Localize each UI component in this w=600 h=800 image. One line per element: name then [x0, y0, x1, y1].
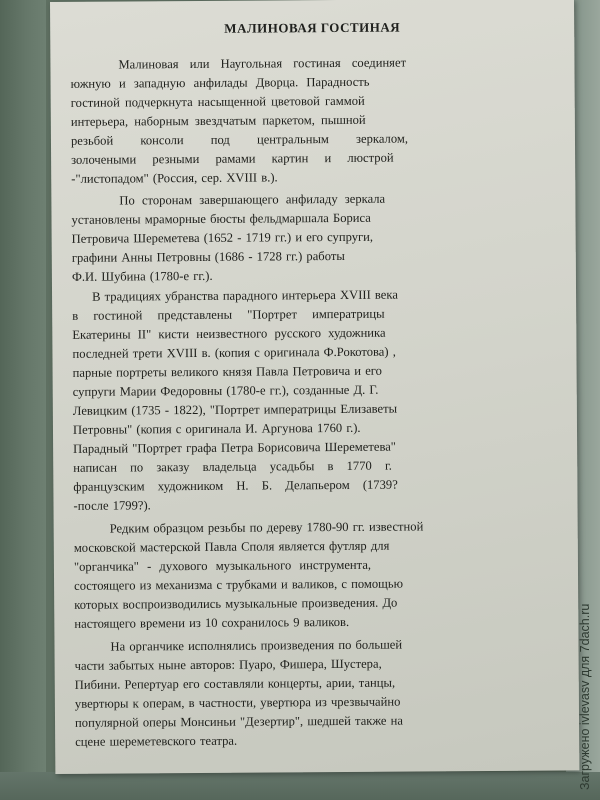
text-line: французским художником Н. Б. Делапьером (1739?: [73, 477, 398, 494]
text-line: Петровны" (копия с оригинала И. Аргунова 1760 г.).: [72, 420, 361, 437]
board-left-edge: [0, 0, 46, 800]
text-line: Парадный "Портрет графа Петра Борисовича Шереметева": [73, 439, 396, 456]
text-line: последней трети XVIII в. (копия с оригинала Ф.Рокотова) ,: [72, 344, 396, 361]
text-line: настоящего времени из 10 сохранилось 9 валиков.: [74, 614, 350, 631]
text-line: Петровича Шереметева (1652 - 1719 гг.) и его супруги,: [71, 229, 374, 246]
text-line: которых воспроизводились музыкальные произведения. До: [74, 595, 398, 612]
text-line: сцене шереметевского театра.: [75, 733, 238, 749]
text-line: написан по заказу владельца усадьбы в 1770 г.: [73, 458, 392, 475]
text-line: Пибини. Репертуар его составляли концерты, арии, танцы,: [74, 675, 396, 692]
text-line: состоящего из механизма с трубками и валиков, с помощью: [74, 576, 404, 593]
text-line: -после 1799?).: [73, 498, 151, 513]
text-line: гостиной подчеркнута насыщенной цветовой гаммой: [70, 93, 365, 110]
text-line: [71, 168, 278, 188]
text-line: московской мастерской Павла Споля является футляр для: [73, 538, 390, 555]
text-line: Екатерины II" кисти неизвестного русского художника: [72, 325, 386, 342]
document-title: МАЛИНОВАЯ ГОСТИНАЯ: [224, 19, 401, 36]
text-line: Малиновая или Наугольная гостиная соединяет: [118, 55, 407, 72]
text-line: увертюры к операм, в частности, увертюра из чрезвычайно: [74, 694, 401, 711]
text-line: в гостиной представлены "Портрет императрицы: [72, 306, 385, 323]
text-line: парные портреты великого князя Павла Петровича и его: [72, 363, 382, 380]
text-line: Редким образцом резьбы по дереву 1780-90 гг. известной: [109, 519, 424, 536]
text-line: популярной оперы Монсиньи "Дезертир", шедшей также на: [74, 713, 404, 730]
text-line: В традициях убранства парадного интерьера XVIII века: [92, 287, 398, 304]
board-bottom-edge: [0, 772, 600, 800]
text-line: графини Анны Петровны (1686 - 1728 гг.) работы: [71, 248, 345, 265]
text-line: На органчике исполнялись произведения по большей: [110, 637, 403, 654]
text-line: По сторонам завершающего анфиладу зеркала: [119, 191, 386, 208]
text-line: установлены мраморные бюсты фельдмаршала Бориса: [71, 210, 371, 227]
text-line: интерьера, наборным звездчатым паркетом, пышной: [70, 112, 366, 129]
paper-sheet: [50, 0, 579, 774]
text-segment: -"листопадом" (Россия, сер. XVIII в.).: [71, 170, 278, 186]
text-line: золочеными резными рамами картин и люстрой: [71, 150, 394, 167]
text-line: южную и западную анфилады Дворца. Парадность: [70, 74, 370, 91]
watermark-text: Загружено ivlevasv для 7dach.ru: [578, 603, 592, 790]
text-line: резьбой консоли под центральным зеркалом,: [70, 131, 409, 148]
text-line: "органчика" - духового музыкального инструмента,: [73, 557, 372, 574]
text-line: супруги Марии Федоровны (1780-е гг.), созданные Д. Г.: [72, 382, 379, 399]
text-line: части забытых ныне авторов: Пуаро, Фишера, Шустера,: [74, 656, 382, 673]
text-line: Левицким (1735 - 1822), "Портрет императрицы Елизаветы: [72, 401, 398, 418]
text-line: Ф.И. Шубина (1780-е гг.).: [71, 268, 213, 284]
